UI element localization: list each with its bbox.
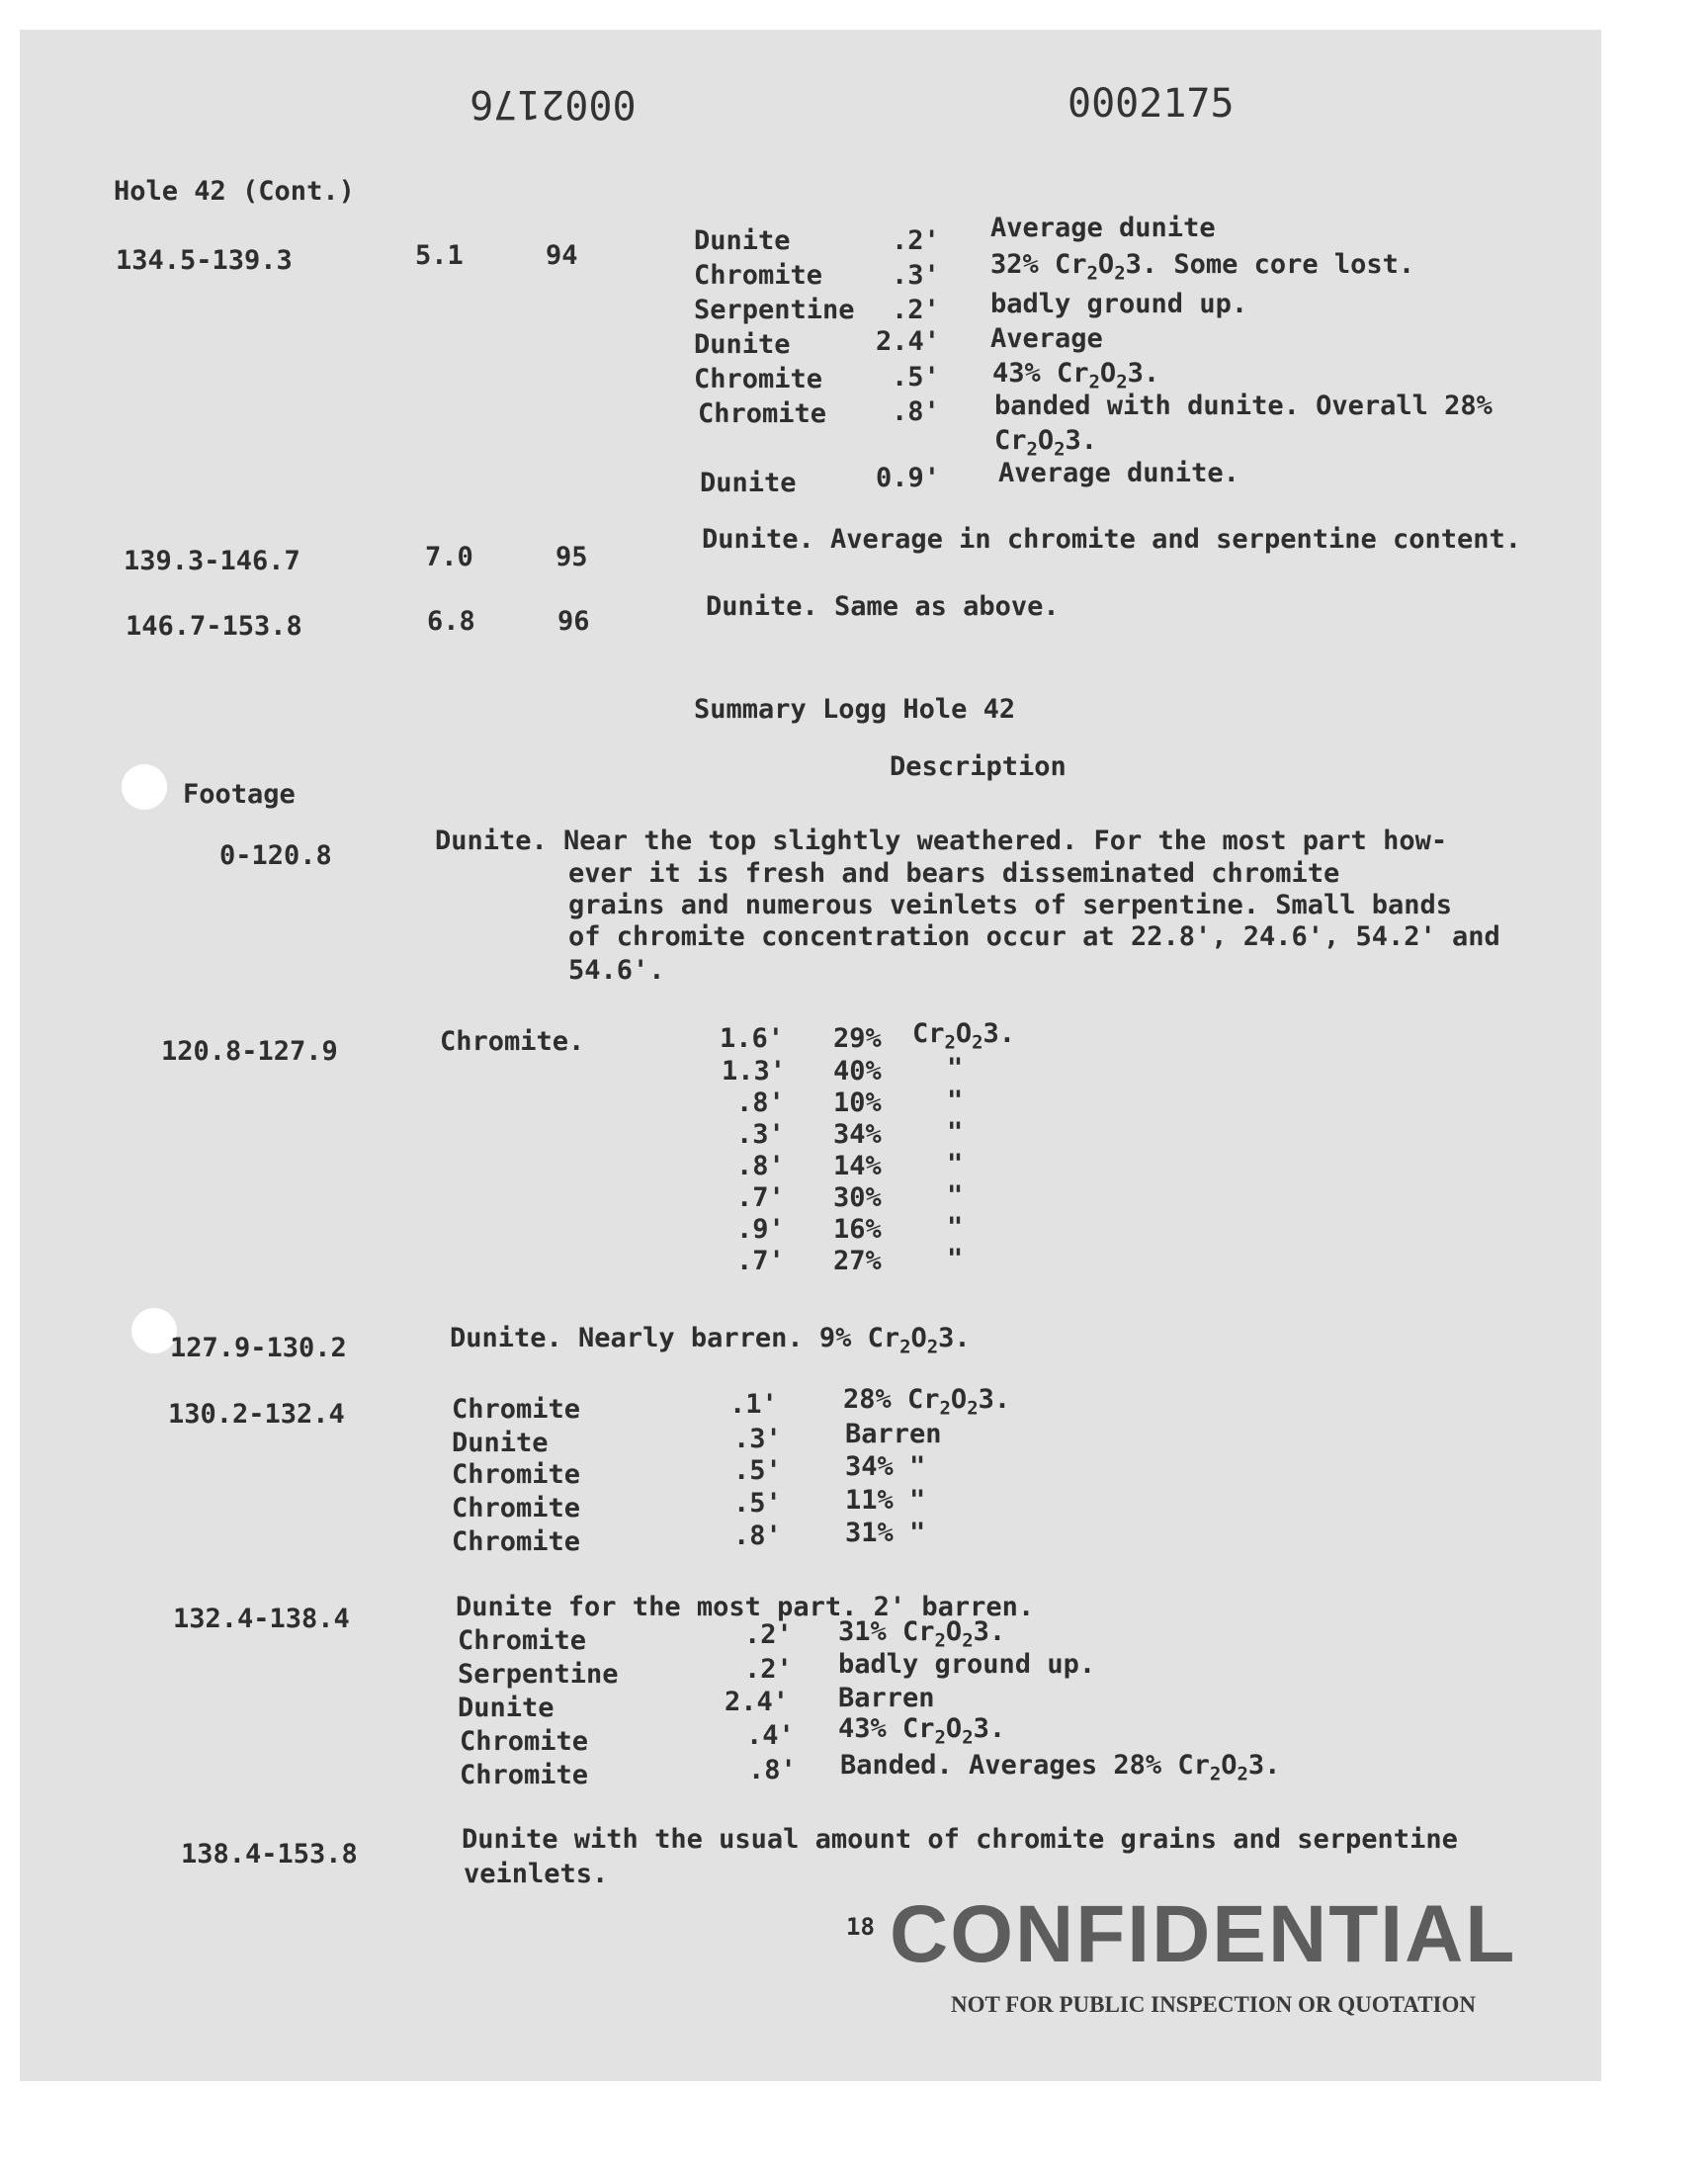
note: badly ground up. — [838, 1649, 1096, 1680]
description: Dunite. Nearly barren. 9% $Cr_2O_23$. — [450, 1323, 971, 1358]
thickness: .3' — [892, 260, 940, 291]
thickness: .8' — [892, 396, 940, 427]
description-header: Description — [890, 751, 1067, 782]
rock-type: Chromite — [698, 398, 827, 429]
rock-type: Chromite — [694, 364, 823, 394]
rock-type: Chromite — [460, 1726, 589, 1757]
summary-title: Summary Logg Hole 42 — [694, 694, 1016, 725]
thickness: .1' — [729, 1389, 778, 1420]
doc-number: 0002175 — [1068, 81, 1235, 127]
percent: 16% — [833, 1214, 882, 1245]
rock-type: Chromite. — [440, 1026, 585, 1057]
thickness: 1.3' — [722, 1056, 787, 1087]
thickness: .8' — [733, 1521, 782, 1551]
recovery: 5.1 — [415, 240, 464, 271]
confidential-notice: NOT FOR PUBLIC INSPECTION OR QUOTATION — [951, 1992, 1476, 2017]
thickness: .8' — [736, 1151, 785, 1181]
rock-type: Serpentine — [458, 1659, 619, 1690]
interval: 139.3-146.7 — [124, 546, 300, 576]
interval: 138.4-153.8 — [181, 1839, 358, 1870]
thickness: .4' — [746, 1720, 795, 1751]
note: Average dunite — [990, 213, 1216, 243]
thickness: .8' — [748, 1755, 797, 1785]
footage-header: Footage — [183, 779, 296, 810]
ditto-mark: " — [947, 1053, 964, 1084]
interval: 132.4-138.4 — [173, 1604, 350, 1634]
description-line: grains and numerous veinlets of serpentine. Small bands — [568, 890, 1453, 920]
thickness: .2' — [892, 295, 940, 325]
rock-type: Serpentine — [694, 295, 855, 325]
interval: 120.8-127.9 — [161, 1036, 338, 1067]
note: Barren — [838, 1683, 935, 1713]
recovery: 7.0 — [425, 542, 473, 572]
rock-type: Dunite — [700, 468, 797, 498]
note: 43% $Cr_2O_23$. — [992, 358, 1160, 393]
ditto-mark: " — [947, 1086, 964, 1116]
thickness: .5' — [733, 1455, 782, 1486]
thickness: .2' — [892, 225, 940, 256]
thickness: .3' — [736, 1119, 785, 1150]
thickness: .9' — [736, 1214, 785, 1245]
ditto-mark: " — [947, 1180, 964, 1211]
percent: 34% — [833, 1119, 882, 1150]
note: $Cr_2O_23$. — [994, 425, 1098, 461]
note: Average dunite. — [998, 458, 1239, 488]
thickness: 2.4' — [725, 1687, 790, 1717]
rock-type: Chromite — [452, 1526, 581, 1557]
punch-hole — [122, 764, 167, 810]
mirrored-doc-number: 0002176 — [470, 81, 637, 127]
percent: 40% — [833, 1056, 882, 1087]
description: Dunite. Same as above. — [706, 591, 1060, 622]
rock-type: Chromite — [452, 1493, 581, 1523]
note: 11% " — [845, 1485, 926, 1516]
description: Dunite. Average in chromite and serpentine content. — [702, 524, 1522, 555]
thickness: .3' — [733, 1424, 782, 1454]
rock-type: Dunite — [694, 329, 791, 360]
ditto-mark: " — [947, 1212, 964, 1243]
thickness: .8' — [736, 1088, 785, 1118]
note: Banded. Averages 28% $Cr_2O_23$. — [840, 1750, 1281, 1785]
description-line: 54.6'. — [568, 955, 665, 986]
note: 34% " — [845, 1451, 926, 1482]
description-line: of chromite concentration occur at 22.8', 24.6', 54.2' and — [568, 921, 1500, 952]
description-line: ever it is fresh and bears disseminated chromite — [568, 858, 1340, 889]
thickness: 1.6' — [720, 1023, 785, 1054]
interval: 127.9-130.2 — [170, 1333, 347, 1363]
rock-type: Chromite — [458, 1625, 587, 1656]
note: 31% " — [845, 1518, 926, 1548]
note: 43% $Cr_2O_23$. — [838, 1713, 1006, 1749]
percent: 10% — [833, 1088, 882, 1118]
ditto-mark: " — [947, 1149, 964, 1179]
percent: 14% — [833, 1151, 882, 1181]
ditto-mark: " — [947, 1244, 964, 1274]
thickness: .7' — [736, 1182, 785, 1213]
thickness: .2' — [744, 1619, 793, 1650]
document-page — [20, 30, 1601, 2081]
interval: 134.5-139.3 — [116, 245, 293, 276]
note: Barren — [845, 1419, 942, 1449]
rock-type: Dunite — [452, 1428, 549, 1458]
confidential-stamp: CONFIDENTIAL — [890, 1889, 1517, 1979]
box-number: 95 — [555, 542, 588, 572]
rock-type: Chromite — [452, 1394, 581, 1425]
note: 31% $Cr_2O_23$. — [838, 1616, 1006, 1652]
percent: 27% — [833, 1246, 882, 1276]
thickness: .5' — [733, 1488, 782, 1519]
note: badly ground up. — [990, 289, 1248, 319]
note: 28% $Cr_2O_23$. — [843, 1384, 1011, 1420]
note: 32% $Cr_2O_23$. Some core lost. — [990, 249, 1415, 285]
description-line: veinlets. — [464, 1859, 609, 1889]
rock-type: Chromite — [460, 1760, 589, 1790]
description-line: Dunite. Near the top slightly weathered. For the most part how- — [435, 826, 1448, 856]
box-number: 96 — [557, 606, 590, 637]
cr2o3-label: $Cr_2O_23$. — [912, 1018, 1016, 1054]
interval: 0-120.8 — [219, 840, 332, 871]
description: Dunite for the most part. 2' barren. — [456, 1592, 1035, 1622]
thickness: 2.4' — [876, 326, 941, 357]
rock-type: Chromite — [452, 1459, 581, 1490]
ditto-mark: " — [947, 1117, 964, 1148]
thickness: .2' — [744, 1654, 793, 1685]
note: Average — [990, 323, 1103, 354]
rock-type: Chromite — [694, 260, 823, 291]
description-line: Dunite with the usual amount of chromite grains and serpentine — [462, 1824, 1458, 1855]
box-number: 94 — [546, 240, 578, 271]
percent: 30% — [833, 1182, 882, 1213]
note: banded with dunite. Overall 28% — [994, 391, 1493, 421]
thickness: .7' — [736, 1246, 785, 1276]
rock-type: Dunite — [694, 225, 791, 256]
rock-type: Dunite — [458, 1693, 555, 1723]
thickness: 0.9' — [876, 463, 941, 493]
recovery: 6.8 — [427, 606, 475, 637]
interval: 146.7-153.8 — [126, 611, 302, 642]
percent: 29% — [833, 1023, 882, 1054]
thickness: .5' — [892, 362, 940, 392]
page-number: 18 — [846, 1913, 875, 1941]
hole-title: Hole 42 (Cont.) — [114, 176, 355, 207]
interval: 130.2-132.4 — [168, 1399, 345, 1430]
